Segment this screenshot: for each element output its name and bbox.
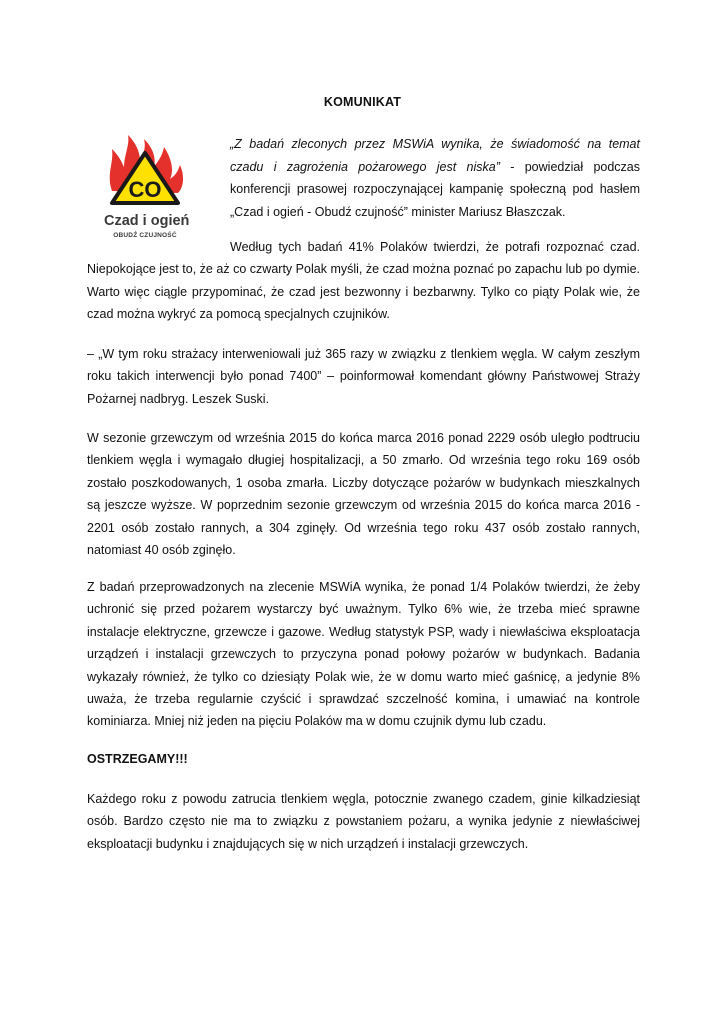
paragraph-fire-safety: Z badań przeprowadzonych na zlecenie MSWiA wynika, że ponad 1/4 Polaków twierdzi, że żeby uchronić się przed pożarem wystarczy być uważnym. Tylko 6% wie, że trzeba mieć sprawne instalacje elektryczne, grzewcze i gazowe. Według statystyk PSP, wady i niewłaściwa eksploatacja urządzeń i instalacji grzewczych to przyczyna ponad połowy pożarów w budynkach. Badania wykazały również, że tylko co dziesiąty Polak wie, że w domu warto mieć gaśnicę, a jedynie 8% uważa, że trzeba regularnie czyścić i sprawdzać szczelność komina, i umawiać na kontrole kominiarza. Mniej niż jeden na pięciu Polaków ma w domu czujnik dymu lub czadu. [87,580,640,729]
logo-title: Czad i ogień [104,213,190,229]
paragraph-survey: Według tych badań 41% Polaków twierdzi, że potrafi rozpoznać czad. Niepokojące jest to, że aż co czwarty Polak myśli, że czad można poznać po zapachu lub po dymie. Warto więc ciągle przypominać, że czad jest bezwonny i bezbarwny. Tylko co piąty Polak wie, że czad można wykryć za pomocą specjalnych czujników. [87,240,640,322]
campaign-logo [104,133,190,245]
paragraph-statistics: W sezonie grzewczym od września 2015 do końca marca 2016 ponad 2229 osób uległo podtruciu tlenkiem węgla i wymagało długiej hospitalizacji, a 50 zmarło. Od września tego roku 169 osób zostało poszkodowanych, 1 osoba zmarła. Liczby dotyczące pożarów w budynkach mieszkalnych są jeszcze wyższe. W poprzednim sezonie grzewczym od września 2015 do końca marca 2016 - 2201 osób zostało rannych, a 304 zginęły. Od września tego roku 437 osób zostało rannych, natomiast 40 osób zginęło. [87,431,640,558]
document-title: KOMUNIKAT [323,95,402,109]
paragraph-closing: Każdego roku z powodu zatrucia tlenkiem węgla, potocznie zwanego czadem, ginie kilkadziesiąt osób. Bardzo często nie ma to związku z powstaniem pożaru, a wynika jedynie z niewłaściwej eksploatacji budynku i znajdujących się w nich urządzeń i instalacji grzewczych. [87,792,640,851]
intro-rest: - powiedział podczas konferencji prasowej rozpoczynającej kampanię społeczną pod hasłem „Czad i ogień - Obudź czujność” minister Mariusz Błaszczak. [230,159,640,219]
logo-subtitle: OBUDŹ CZUJNOŚĆ [113,232,177,239]
paragraph-interventions: – „W tym roku strażacy interweniowali już 365 razy w związku z tlenkiem węgla. W całym zeszłym roku takich interwencji było ponad 7400” – poinformował komendant główny Państwowej Straży Pożarnej nadbryg. Leszek Suski. [87,347,640,406]
logo-badge-text: CO [128,177,162,202]
intro-quote: „Z badań zleconych przez MSWiA wynika, że świadomość na temat czadu i zagrożenia pożarowego jest niska” [230,137,640,174]
warning-heading: OSTRZEGAMY!!! [87,752,188,766]
flame-warning-icon [104,133,186,213]
intro-paragraph [230,133,640,223]
